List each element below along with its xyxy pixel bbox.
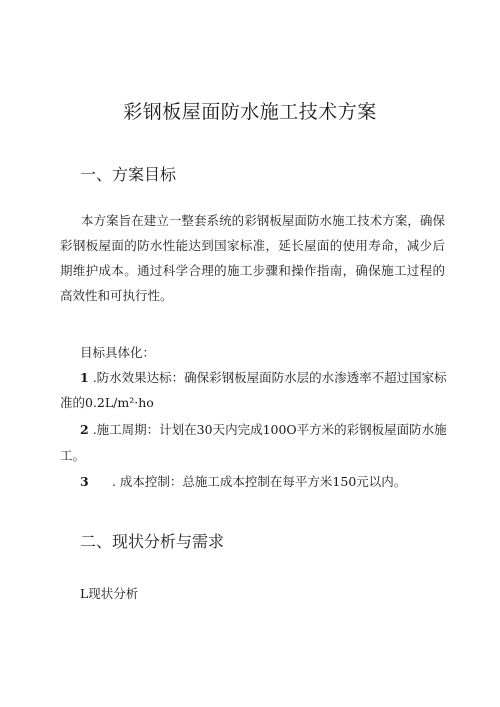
intro-paragraph: 本方案旨在建立一整套系统的彩钢板屋面防水施工技术方案，确保彩钢板屋面的防水性能达到国家标准，延长屋面的使用寿命，减少后期维护成本。通过科学合理的施工步骤和操作指南，确保施工过程的高效性和可执行性。: [60, 213, 445, 303]
subsection-heading-status: L现状分析: [80, 586, 139, 601]
goal-item-text: .施工周期：计划在30天内完成100O平方米的彩钢板屋面防水施: [92, 422, 447, 437]
section-heading-goals: 一、方案目标: [80, 165, 177, 184]
document-title: 彩钢板屋面防水施工技术方案: [123, 101, 377, 123]
goal-item-text: .防水效果达标：确保彩钢板屋面防水层的水渗透率不超过国家标: [92, 370, 447, 385]
goal-item-3: [80, 472, 406, 490]
goal-item-1: [80, 368, 447, 386]
goal-item-number: 2: [80, 422, 89, 437]
goal-item-1-continued: 准的0.2L∕m²·ho: [60, 395, 154, 410]
goal-item-number: 1: [80, 370, 89, 385]
goal-item-2-continued: 工。: [60, 448, 86, 463]
goal-item-number: 3: [80, 474, 89, 489]
goals-label: 目标具体化：: [80, 345, 156, 360]
goal-item-2: [80, 420, 447, 438]
section-heading-analysis: 二、现状分析与需求: [80, 532, 225, 551]
goal-item-text: . 成本控制：总施工成本控制在每平方米150元以内。: [111, 474, 407, 489]
